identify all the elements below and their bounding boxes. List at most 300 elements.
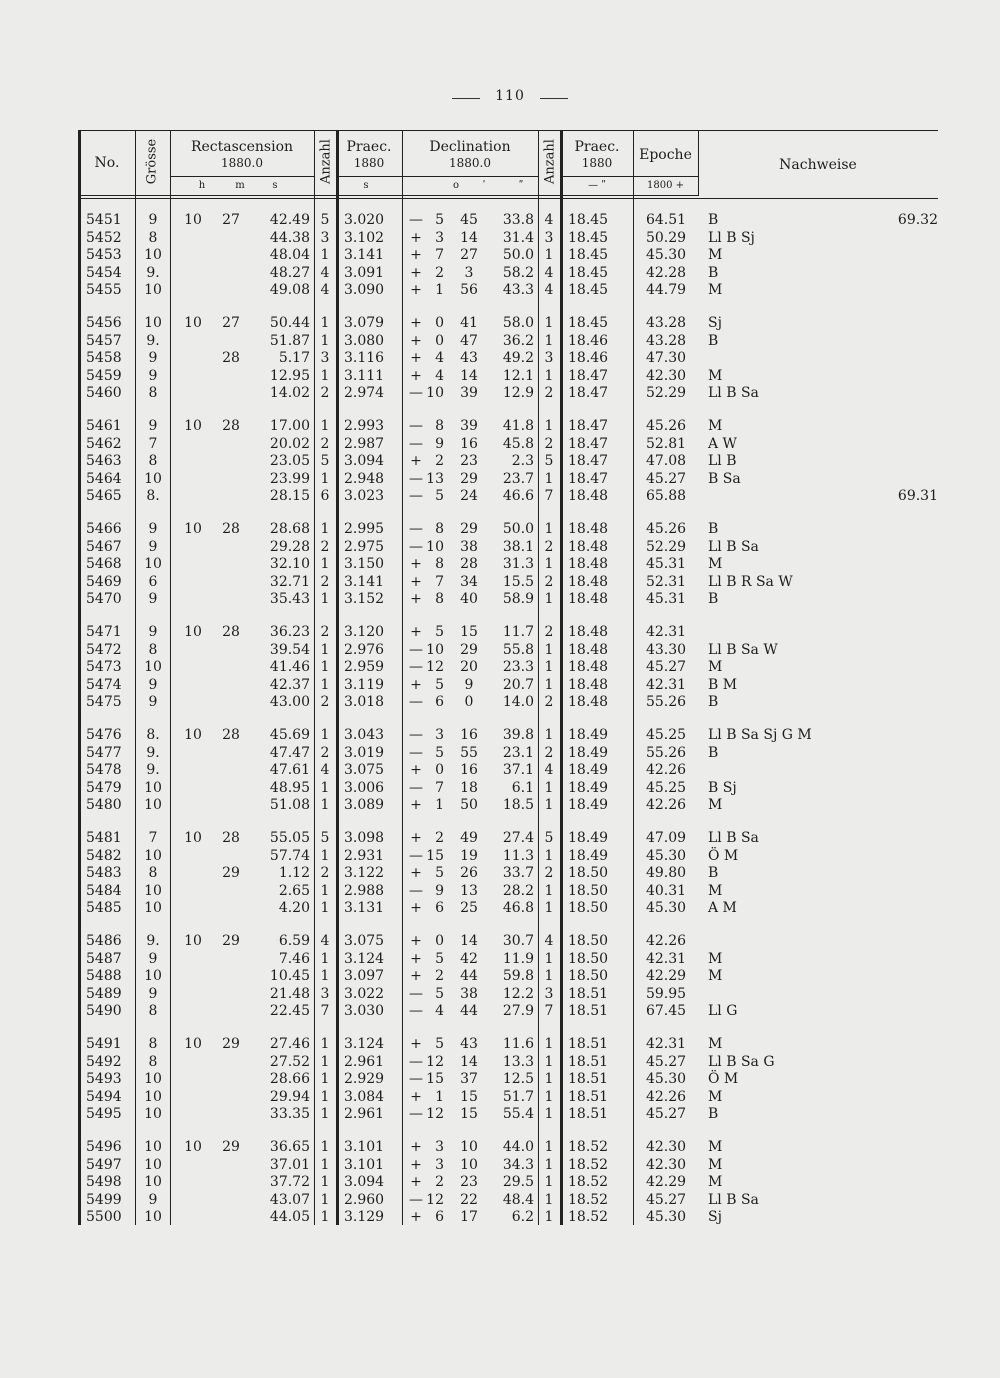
cell-ds: 43.3 <box>502 282 534 298</box>
cell-an2: 2 <box>544 694 554 710</box>
cell-dm: 49 <box>460 830 478 846</box>
cell-ds: 2.3 <box>511 453 534 469</box>
cell-an: 2 <box>320 573 330 590</box>
cell-ds: 28.2 <box>502 882 534 899</box>
cell-dm: 10 <box>460 1139 478 1155</box>
cell-dd: 4 <box>435 350 444 366</box>
cell-no: 5480 <box>86 797 122 813</box>
cell-dm: 22 <box>460 1191 478 1208</box>
cell-an: 1 <box>320 659 330 675</box>
cell-dd: 5 <box>435 212 444 228</box>
cell-an2: 1 <box>544 470 554 487</box>
cell-dm: 38 <box>460 985 478 1002</box>
cell-ds: 36.2 <box>502 332 534 349</box>
cell-ep: 43.28 <box>645 332 687 349</box>
cell-gr: 9 <box>148 212 158 228</box>
cell-ep: 67.45 <box>645 1003 687 1019</box>
cell-ep: 42.31 <box>645 950 687 967</box>
cell-nw: Ll B Sa Sj G M <box>708 727 812 743</box>
cell-ep: 47.09 <box>645 830 687 846</box>
cell-pr2: 18.48 <box>568 538 609 555</box>
cell-ep: 45.30 <box>645 247 687 263</box>
cell-ras: 36.23 <box>269 624 310 640</box>
cell-dm: 45 <box>460 212 478 228</box>
cell-pr2: 18.47 <box>568 418 609 434</box>
cell-an: 1 <box>320 950 330 967</box>
cell-nw: Ll B Sa <box>708 830 759 846</box>
cell-an: 4 <box>320 264 330 281</box>
cell-pr2: 18.50 <box>568 968 609 984</box>
cell-dd: 5 <box>435 865 444 881</box>
cell-sg: — <box>409 985 423 1002</box>
cell-pr: 3.090 <box>344 282 385 298</box>
cell-dm: 15 <box>460 1088 478 1105</box>
cell-no: 5491 <box>86 1036 122 1052</box>
cell-gr: 9. <box>146 762 160 778</box>
cell-an2: 1 <box>544 968 554 984</box>
cell-an: 5 <box>320 830 330 846</box>
cell-dm: 29 <box>460 641 478 658</box>
cell-dm: 0 <box>464 694 474 710</box>
cell-dd: 6 <box>435 900 444 916</box>
cell-pr2: 18.48 <box>568 659 609 675</box>
cell-pr2: 18.50 <box>568 900 609 916</box>
cell-an: 2 <box>320 865 330 881</box>
cell-sg: — <box>409 521 423 537</box>
cell-nw: Ö M <box>708 847 739 864</box>
cell-an: 2 <box>320 744 330 761</box>
cell-an2: 7 <box>544 488 554 504</box>
cell-nw: A M <box>708 900 737 916</box>
cell-ds: 31.4 <box>502 229 534 246</box>
cell-dd: 2 <box>435 1174 444 1190</box>
cell-dd: 0 <box>435 332 444 349</box>
cell-dm: 14 <box>460 933 478 949</box>
cell-dm: 40 <box>460 591 478 607</box>
cell-pr2: 18.52 <box>568 1209 609 1225</box>
cell-ras: 41.46 <box>269 659 310 675</box>
cell-nw: B <box>708 744 719 761</box>
cell-no: 5479 <box>86 779 122 796</box>
cell-gr: 10 <box>144 968 162 984</box>
cell-ds: 33.7 <box>502 865 534 881</box>
cell-dm: 15 <box>460 1106 478 1122</box>
cell-an: 1 <box>320 1156 330 1173</box>
cell-nw: Ll B <box>708 453 737 469</box>
cell-sg: — <box>409 694 423 710</box>
header-no: No. <box>94 155 120 171</box>
cell-ep: 42.30 <box>645 367 687 384</box>
cell-no: 5488 <box>86 968 122 984</box>
cell-an2: 1 <box>544 779 554 796</box>
cell-sg: — <box>409 1003 423 1019</box>
cell-an: 1 <box>320 779 330 796</box>
cell-pr2: 18.48 <box>568 641 609 658</box>
cell-pr2: 18.46 <box>568 332 609 349</box>
cell-gr: 9 <box>148 538 158 555</box>
cell-gr: 9 <box>148 694 158 710</box>
cell-ras: 35.43 <box>269 591 310 607</box>
cell-nw: Ll B Sj <box>708 229 755 246</box>
cell-ds: 20.7 <box>502 676 534 693</box>
cell-gr: 10 <box>144 882 162 899</box>
cell-an2: 2 <box>544 573 554 590</box>
cell-an: 1 <box>320 1071 330 1087</box>
cell-ram: 29 <box>222 865 240 881</box>
cell-an: 2 <box>320 435 330 452</box>
cell-ep: 42.31 <box>645 624 687 640</box>
cell-ep: 45.27 <box>645 1053 687 1070</box>
header-praec-year: 1880 <box>353 156 385 170</box>
cell-pr: 3.018 <box>344 694 385 710</box>
cell-rah: 10 <box>184 418 202 434</box>
cell-rah: 10 <box>184 624 202 640</box>
cell-sg: + <box>410 332 422 349</box>
cell-ds: 6.2 <box>511 1209 534 1225</box>
page-number: 110 <box>452 88 568 104</box>
header-praec-unit: s <box>363 180 369 191</box>
cell-sg: + <box>410 1209 422 1225</box>
cell-dd: 3 <box>435 229 444 246</box>
cell-rah: 10 <box>184 830 202 846</box>
cell-nw: M <box>708 1088 723 1105</box>
cell-dm: 29 <box>460 521 478 537</box>
cell-no: 5475 <box>86 694 122 710</box>
cell-an2: 7 <box>544 1003 554 1019</box>
cell-no: 5460 <box>86 385 122 401</box>
cell-an: 5 <box>320 212 330 228</box>
cell-dd: 2 <box>435 264 444 281</box>
cell-sg: + <box>410 1139 422 1155</box>
cell-ep: 42.26 <box>645 933 687 949</box>
cell-an2: 1 <box>544 1088 554 1105</box>
cell-pr: 3.129 <box>344 1209 385 1225</box>
cell-dm: 24 <box>460 488 478 504</box>
cell-ds: 44.0 <box>502 1139 534 1155</box>
cell-an2: 1 <box>544 1156 554 1173</box>
cell-an: 4 <box>320 282 330 298</box>
cell-an: 1 <box>320 1088 330 1105</box>
cell-ras: 43.07 <box>269 1191 310 1208</box>
cell-ras: 29.28 <box>269 538 310 555</box>
cell-sg: + <box>410 968 422 984</box>
cell-no: 5483 <box>86 865 122 881</box>
cell-ds: 58.9 <box>502 591 534 607</box>
cell-ds: 33.8 <box>502 212 534 228</box>
cell-ep: 45.27 <box>645 1106 687 1122</box>
cell-pr2: 18.48 <box>568 488 609 504</box>
cell-an: 1 <box>320 900 330 916</box>
cell-no: 5490 <box>86 1003 122 1019</box>
cell-an: 1 <box>320 797 330 813</box>
cell-pr: 2.976 <box>344 641 385 658</box>
cell-ds: 48.4 <box>502 1191 534 1208</box>
cell-nw: M <box>708 797 723 813</box>
cell-dm: 47 <box>460 332 478 349</box>
cell-pr: 3.094 <box>344 453 385 469</box>
cell-gr: 10 <box>144 282 162 298</box>
cell-no: 5459 <box>86 367 122 384</box>
cell-nw: B <box>708 865 719 881</box>
cell-gr: 8. <box>146 488 160 504</box>
cell-rah: 10 <box>184 933 202 949</box>
cell-no: 5482 <box>86 847 122 864</box>
cell-no: 5470 <box>86 591 122 607</box>
cell-dd: 5 <box>435 985 444 1002</box>
cell-rah: 10 <box>184 1139 202 1155</box>
cell-pr: 3.124 <box>344 950 385 967</box>
cell-nw: M <box>708 1156 723 1173</box>
cell-ep: 40.31 <box>645 882 687 899</box>
cell-an2: 1 <box>544 1174 554 1190</box>
cell-pr2: 18.51 <box>568 1003 609 1019</box>
cell-sg: — <box>409 1071 423 1087</box>
cell-no: 5455 <box>86 282 122 298</box>
header-dec-title: Declination <box>429 139 511 155</box>
cell-ep: 45.26 <box>645 521 687 537</box>
cell-ds: 12.5 <box>502 1071 534 1087</box>
cell-dd: 0 <box>435 762 444 778</box>
cell-nw: M <box>708 1174 723 1190</box>
cell-ds: 12.1 <box>502 367 534 384</box>
cell-ras: 27.46 <box>269 1036 310 1052</box>
header-epoche: Epoche <box>639 147 692 163</box>
header-groesse: Grösse <box>144 138 160 185</box>
cell-no: 5473 <box>86 659 122 675</box>
header-epoche-sub: 1800 + <box>646 180 684 191</box>
cell-pr: 3.120 <box>344 624 385 640</box>
cell-dm: 16 <box>460 762 478 778</box>
cell-ds: 41.8 <box>502 418 534 434</box>
cell-ep: 42.26 <box>645 762 687 778</box>
cell-an2: 5 <box>544 830 554 846</box>
cell-ram: 28 <box>222 418 240 434</box>
cell-rah: 10 <box>184 727 202 743</box>
cell-gr: 10 <box>144 1088 162 1105</box>
cell-an2: 5 <box>544 453 554 469</box>
header-dec-min: ʹ <box>482 180 486 191</box>
cell-ram: 29 <box>222 1139 240 1155</box>
cell-sg: + <box>410 453 422 469</box>
cell-ep: 45.27 <box>645 470 687 487</box>
cell-nw: B M <box>708 676 738 693</box>
cell-gr: 10 <box>144 247 162 263</box>
cell-no: 5487 <box>86 950 122 967</box>
cell-gr: 10 <box>144 1106 162 1122</box>
cell-an2: 1 <box>544 900 554 916</box>
cell-nw: B <box>708 591 719 607</box>
cell-an2: 4 <box>544 762 554 778</box>
cell-dd: 2 <box>435 830 444 846</box>
cell-ras: 14.02 <box>269 385 310 401</box>
cell-pr2: 18.50 <box>568 865 609 881</box>
cell-dm: 13 <box>460 882 478 899</box>
cell-no: 5454 <box>86 264 122 281</box>
cell-gr: 10 <box>144 1071 162 1087</box>
cell-no: 5451 <box>86 212 122 228</box>
cell-sg: + <box>410 573 422 590</box>
cell-an: 1 <box>320 591 330 607</box>
cell-pr2: 18.49 <box>568 779 609 796</box>
cell-dm: 23 <box>460 1174 478 1190</box>
cell-rah: 10 <box>184 521 202 537</box>
cell-no: 5456 <box>86 315 122 331</box>
cell-gr: 9 <box>148 521 158 537</box>
cell-sg: + <box>410 591 422 607</box>
cell-pr2: 18.51 <box>568 1071 609 1087</box>
cell-an: 2 <box>320 624 330 640</box>
cell-sg: + <box>410 933 422 949</box>
cell-ds: 11.9 <box>502 950 534 967</box>
cell-an: 1 <box>320 1053 330 1070</box>
cell-an: 5 <box>320 453 330 469</box>
cell-sg: + <box>410 556 422 572</box>
cell-dd: 15 <box>426 1071 444 1087</box>
cell-rah: 10 <box>184 1036 202 1052</box>
cell-an2: 1 <box>544 797 554 813</box>
cell-no: 5500 <box>86 1209 122 1225</box>
cell-no: 5468 <box>86 556 122 572</box>
cell-ex: 69.32 <box>897 212 938 228</box>
cell-ras: 48.04 <box>269 247 310 263</box>
header-ra-s: s <box>272 180 278 191</box>
cell-gr: 10 <box>144 900 162 916</box>
cell-dm: 39 <box>460 385 478 401</box>
cell-dm: 20 <box>460 659 478 675</box>
cell-no: 5461 <box>86 418 122 434</box>
cell-ep: 42.28 <box>645 264 687 281</box>
cell-pr2: 18.49 <box>568 797 609 813</box>
cell-no: 5472 <box>86 641 122 658</box>
cell-pr2: 18.52 <box>568 1174 609 1190</box>
cell-sg: — <box>409 847 423 864</box>
cell-ds: 46.6 <box>502 488 534 504</box>
cell-gr: 6 <box>148 573 158 590</box>
cell-ras: 29.94 <box>269 1088 310 1105</box>
cell-ep: 55.26 <box>645 744 687 761</box>
cell-an2: 1 <box>544 727 554 743</box>
cell-no: 5494 <box>86 1088 122 1105</box>
cell-pr2: 18.48 <box>568 556 609 572</box>
cell-pr: 3.101 <box>344 1139 385 1155</box>
cell-pr2: 18.51 <box>568 1036 609 1052</box>
cell-an2: 2 <box>544 435 554 452</box>
cell-pr: 3.084 <box>344 1088 385 1105</box>
cell-ras: 48.27 <box>269 264 310 281</box>
cell-no: 5481 <box>86 830 122 846</box>
cell-an: 2 <box>320 538 330 555</box>
cell-dm: 37 <box>460 1071 478 1087</box>
cell-an: 2 <box>320 385 330 401</box>
cell-ras: 21.48 <box>269 985 310 1002</box>
cell-an: 1 <box>320 556 330 572</box>
cell-ds: 23.3 <box>502 659 534 675</box>
cell-ras: 43.00 <box>269 694 310 710</box>
cell-an: 1 <box>320 367 330 384</box>
cell-an2: 1 <box>544 1071 554 1087</box>
cell-pr: 3.102 <box>344 229 385 246</box>
cell-sg: — <box>409 385 423 401</box>
cell-dd: 4 <box>435 1003 444 1019</box>
cell-an2: 4 <box>544 212 554 228</box>
cell-an2: 1 <box>544 1191 554 1208</box>
cell-an: 1 <box>320 1174 330 1190</box>
cell-sg: + <box>410 900 422 916</box>
cell-pr: 3.075 <box>344 933 385 949</box>
cell-no: 5495 <box>86 1106 122 1122</box>
cell-ds: 51.7 <box>502 1088 534 1105</box>
cell-ram: 29 <box>222 933 240 949</box>
cell-pr2: 18.51 <box>568 985 609 1002</box>
cell-nw: Ll B R Sa W <box>708 573 793 590</box>
cell-ras: 12.95 <box>269 367 310 384</box>
cell-pr: 3.075 <box>344 762 385 778</box>
header-dec-sec: ʺ <box>518 180 524 191</box>
cell-an: 1 <box>320 676 330 693</box>
cell-an: 4 <box>320 933 330 949</box>
cell-ep: 45.27 <box>645 659 687 675</box>
cell-pr: 3.089 <box>344 797 385 813</box>
cell-pr: 3.150 <box>344 556 385 572</box>
cell-sg: + <box>410 624 422 640</box>
cell-ep: 52.81 <box>645 435 687 452</box>
cell-ras: 27.52 <box>269 1053 310 1070</box>
cell-an: 1 <box>320 968 330 984</box>
cell-ras: 51.87 <box>269 332 310 349</box>
cell-an2: 2 <box>544 624 554 640</box>
cell-ds: 37.1 <box>502 762 534 778</box>
cell-nw: M <box>708 556 723 572</box>
cell-ds: 12.2 <box>502 985 534 1002</box>
cell-ds: 45.8 <box>502 435 534 452</box>
cell-an: 1 <box>320 1139 330 1155</box>
cell-no: 5464 <box>86 470 122 487</box>
cell-pr: 3.023 <box>344 488 385 504</box>
cell-pr2: 18.47 <box>568 470 609 487</box>
cell-nw: Ll B Sa <box>708 385 759 401</box>
cell-pr2: 18.47 <box>568 435 609 452</box>
cell-dd: 15 <box>426 847 444 864</box>
cell-ras: 23.05 <box>269 453 310 469</box>
cell-no: 5499 <box>86 1191 122 1208</box>
cell-pr2: 18.51 <box>568 1106 609 1122</box>
cell-sg: + <box>410 1156 422 1173</box>
cell-pr2: 18.49 <box>568 762 609 778</box>
cell-nw: Sj <box>708 1209 722 1225</box>
cell-sg: + <box>410 367 422 384</box>
cell-gr: 10 <box>144 797 162 813</box>
cell-pr: 3.079 <box>344 315 385 331</box>
cell-gr: 9 <box>148 1191 158 1208</box>
cell-an2: 4 <box>544 933 554 949</box>
cell-no: 5474 <box>86 676 122 693</box>
cell-ras: 32.71 <box>269 573 310 590</box>
cell-an: 7 <box>320 1003 330 1019</box>
cell-pr2: 18.48 <box>568 573 609 590</box>
cell-pr: 3.091 <box>344 264 385 281</box>
cell-gr: 8 <box>148 385 158 401</box>
cell-dd: 8 <box>435 556 444 572</box>
cell-pr2: 18.50 <box>568 882 609 899</box>
cell-nw: B <box>708 332 719 349</box>
cell-ras: 32.10 <box>269 556 310 572</box>
cell-pr: 3.006 <box>344 779 385 796</box>
cell-rah: 10 <box>184 315 202 331</box>
cell-sg: — <box>409 470 423 487</box>
cell-no: 5493 <box>86 1071 122 1087</box>
cell-pr: 3.141 <box>344 247 385 263</box>
cell-dm: 25 <box>460 900 478 916</box>
